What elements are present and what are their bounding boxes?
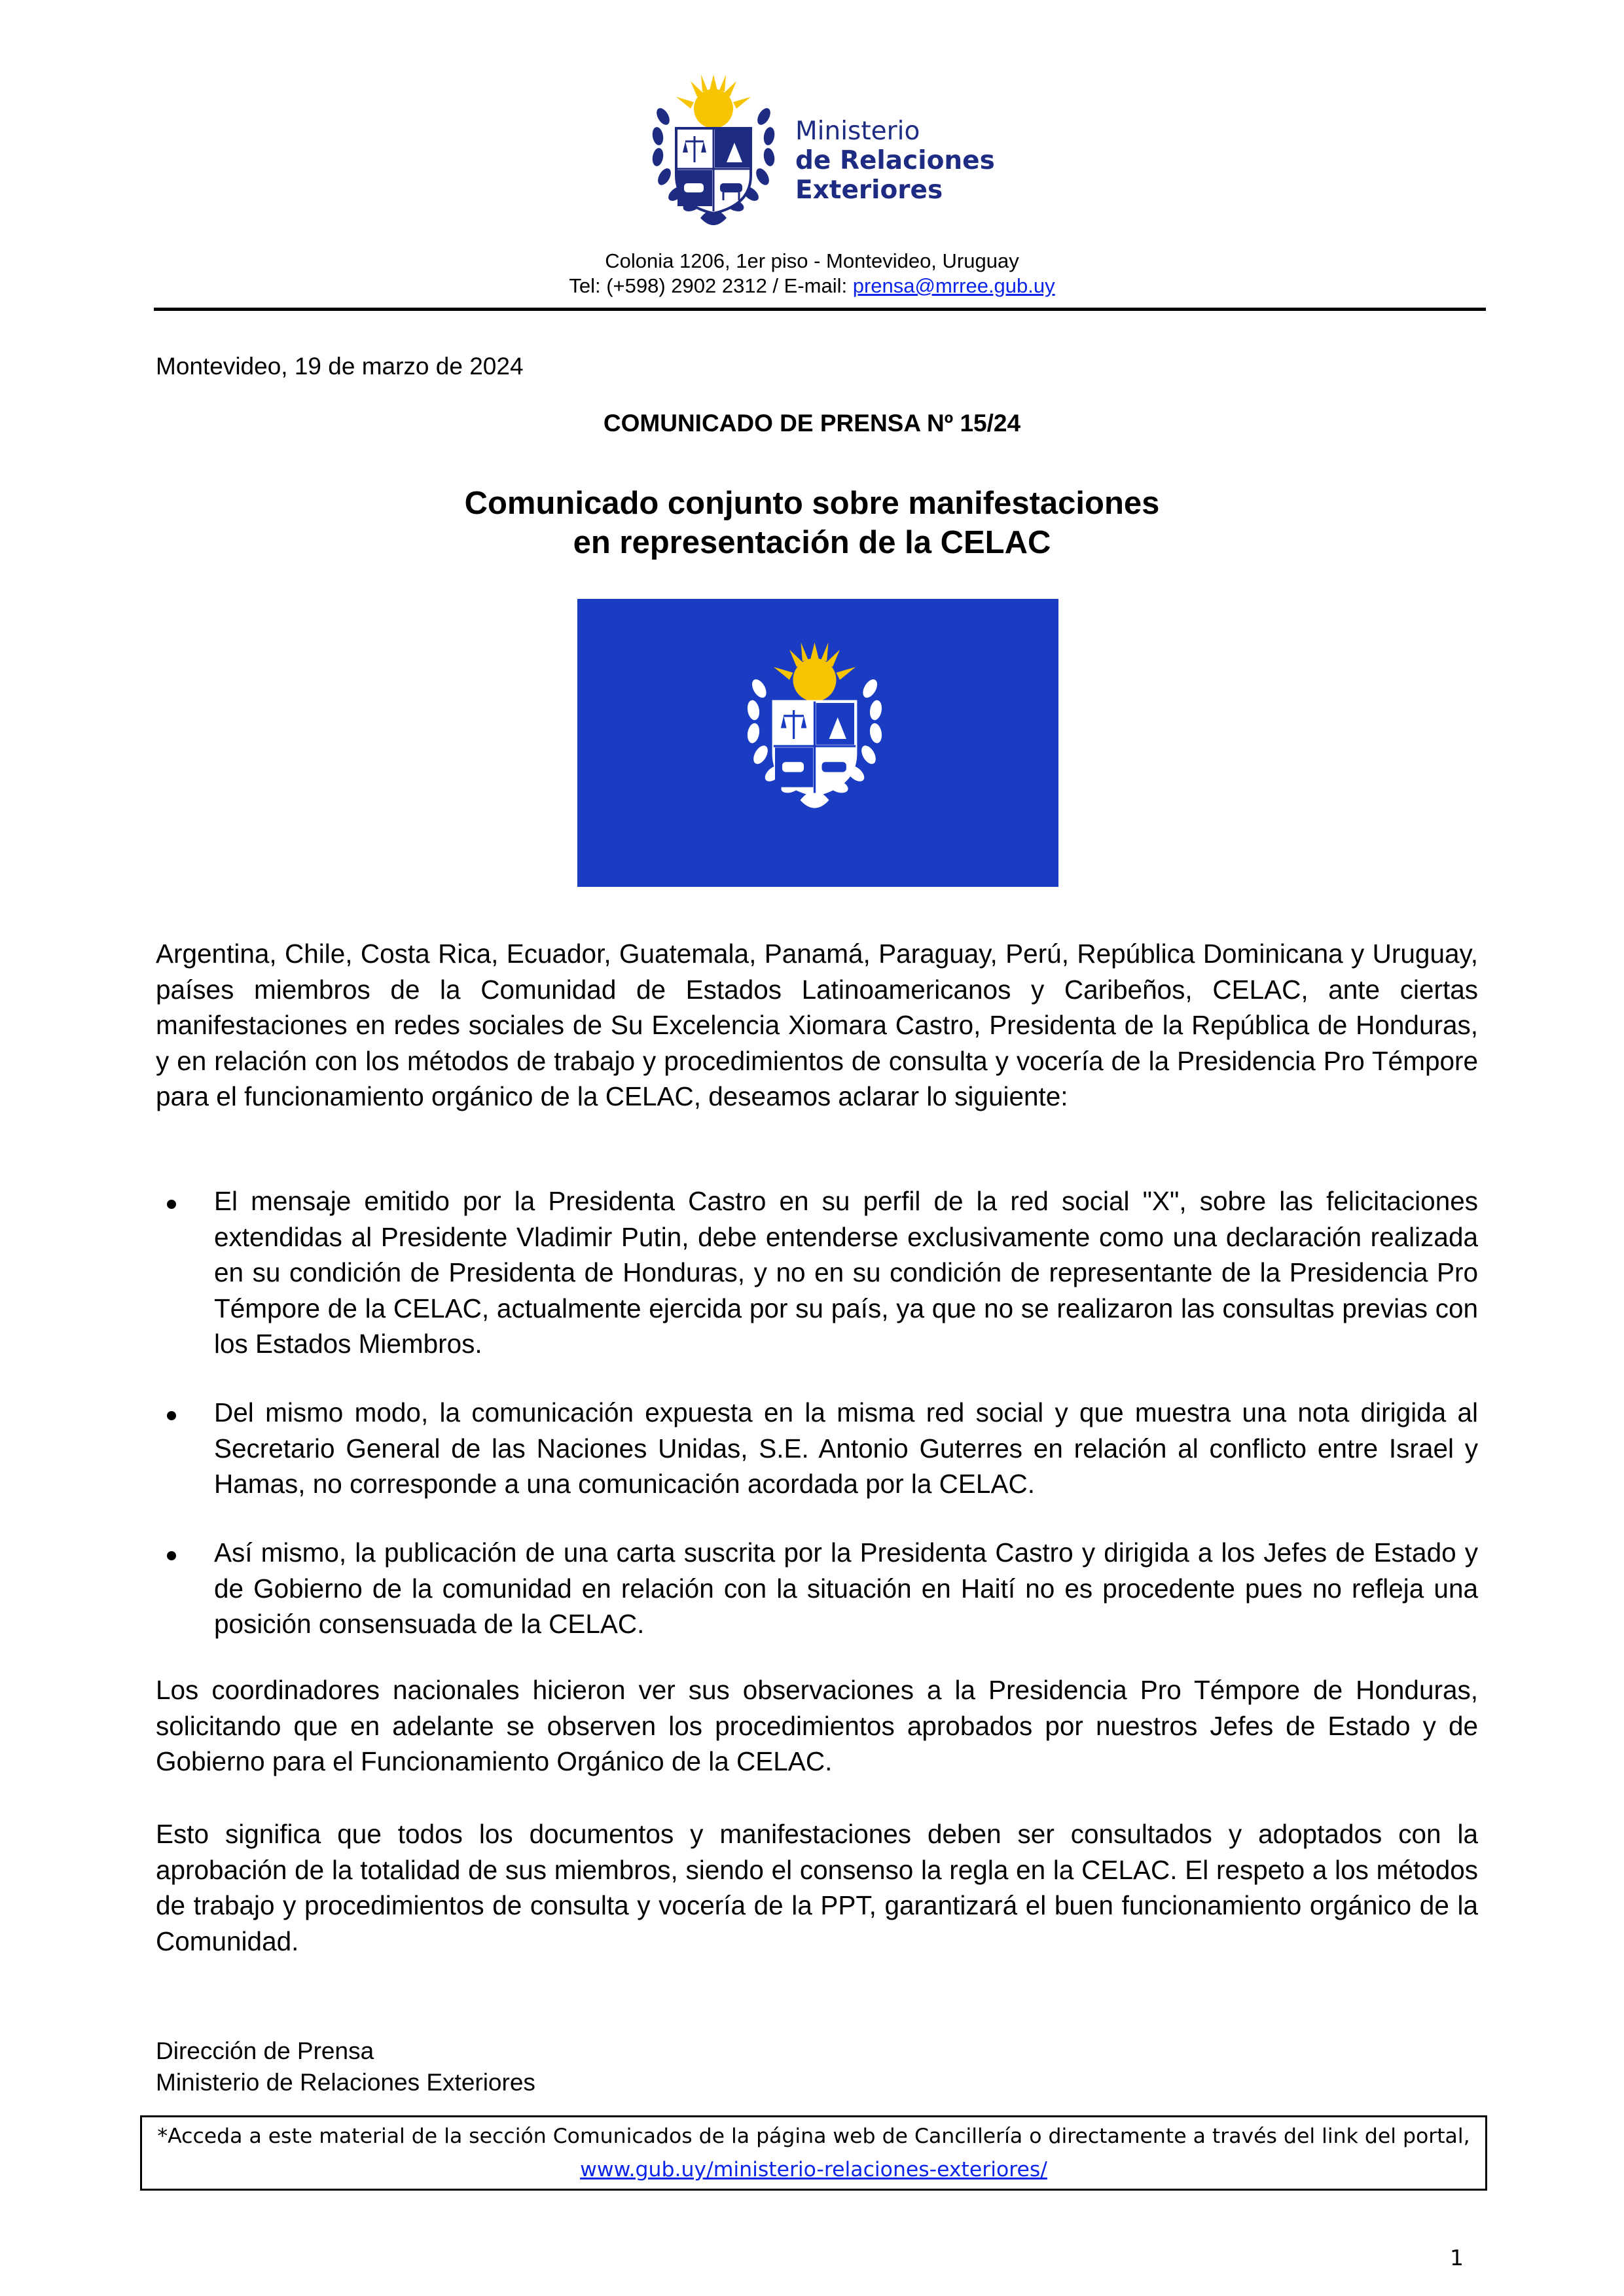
title-line-2: en representación de la CELAC: [573, 525, 1051, 560]
contact-phone: Tel: (+598) 2902 2312 / E-mail:: [569, 274, 853, 297]
ministry-name-line-3: Exteriores: [795, 175, 943, 205]
portal-link[interactable]: www.gub.uy/ministerio-relaciones-exteriores/: [580, 2158, 1047, 2181]
footer-note-text: *Acceda a este material de la sección Comunicados de la página web de Cancillería o directamente a través del link del portal,: [157, 2125, 1470, 2148]
paragraph-consensus: Esto significa que todos los documentos y manifestaciones deben ser consultados y adoptados con la aprobación de la totalidad de sus miembros, siendo el consenso la regla en la CELAC. El respeto a los métodos de trabajo y procedimientos de consulta y vocería de la PPT, garantizará el buen funcionamiento orgánico de la Comunidad.: [156, 1819, 1478, 1956]
sun-icon: [774, 643, 856, 702]
bullet-text: El mensaje emitido por la Presidenta Castro en su perfil de la red social "X", sobre las felicitaciones extendidas al Presidente Vladimir Putin, debe entenderse exclusivamente como una declaración realizada en su condición de Presidenta de Honduras, y no en su condición de representante de la Presidencia Pro Témpore de la CELAC, actualmente ejercida por su país, ya que no se realizaron las consultas previas con los Estados Miembros.: [214, 1186, 1478, 1359]
sun-icon: [676, 75, 751, 128]
shield-icon: [774, 702, 856, 795]
title-line-1: Comunicado conjunto sobre manifestaciones: [464, 486, 1160, 521]
coat-of-arms-logo: [645, 71, 782, 234]
email-link[interactable]: prensa@mrree.gub.uy: [852, 274, 1055, 297]
date-line: Montevideo, 19 de marzo de 2024: [156, 353, 524, 380]
bullet-icon: [167, 1551, 176, 1560]
bullet-text: Así mismo, la publicación de una carta suscrita por la Presidenta Castro y dirigida a los Jefes de Estado y de Gobierno de la comunidad en relación con la situación en Haití no es procedente pues no refleja una posición consensuada de la CELAC.: [214, 1537, 1478, 1639]
bullet-icon: [167, 1411, 176, 1420]
signature-ministry: Ministerio de Relaciones Exteriores: [156, 2069, 535, 2096]
bullet-text: Del mismo modo, la comunicación expuesta en la misma red social y que muestra una nota dirigida al Secretario General de las Naciones Unidas, S.E. Antonio Guterres en relación al conflicto entre Israel y Hamas, no corresponde a una comunicación acordada por la CELAC.: [214, 1397, 1478, 1499]
header-divider: [154, 308, 1486, 311]
paragraph-coordinators: Los coordinadores nacionales hicieron ver sus observaciones a la Presidencia Pro Témpore de Honduras, solicitando que en adelante se observen los procedimientos aprobados por nuestros Jefes de Estado y de Gobierno para el Funcionamiento Orgánico de la CELAC.: [156, 1675, 1478, 1776]
contact-line: [0, 274, 1624, 298]
signature-department: Dirección de Prensa: [156, 2037, 374, 2064]
press-release-number: COMUNICADO DE PRENSA Nº 15/24: [603, 410, 1021, 437]
bullet-icon: [167, 1200, 176, 1209]
shield-icon: [676, 128, 751, 213]
ministry-name-line-1: Ministerio: [795, 117, 920, 146]
address-line: Colonia 1206, 1er piso - Montevideo, Uruguay: [605, 249, 1019, 272]
intro-paragraph: Argentina, Chile, Costa Rica, Ecuador, Guatemala, Panamá, Paraguay, Perú, República Dominicana y Uruguay, países miembros de la Comunidad de Estados Latinoamericanos y Caribeños, CELAC, ante ciertas manifestaciones en redes sociales de Su Excelencia Xiomara Castro, Presidenta de la República de Honduras, y en relación con los métodos de trabajo y procedimientos de consulta y vocería de la Presidencia Pro Témpore para el funcionamiento orgánico de la CELAC, deseamos aclarar lo siguiente:: [156, 939, 1478, 1111]
flag-image: [577, 599, 1058, 887]
coat-of-arms-emblem: [577, 599, 1058, 887]
ministry-name-line-2: de Relaciones: [795, 146, 995, 175]
page-number: 1: [1450, 2245, 1464, 2270]
footer-note-box: [140, 2115, 1487, 2191]
